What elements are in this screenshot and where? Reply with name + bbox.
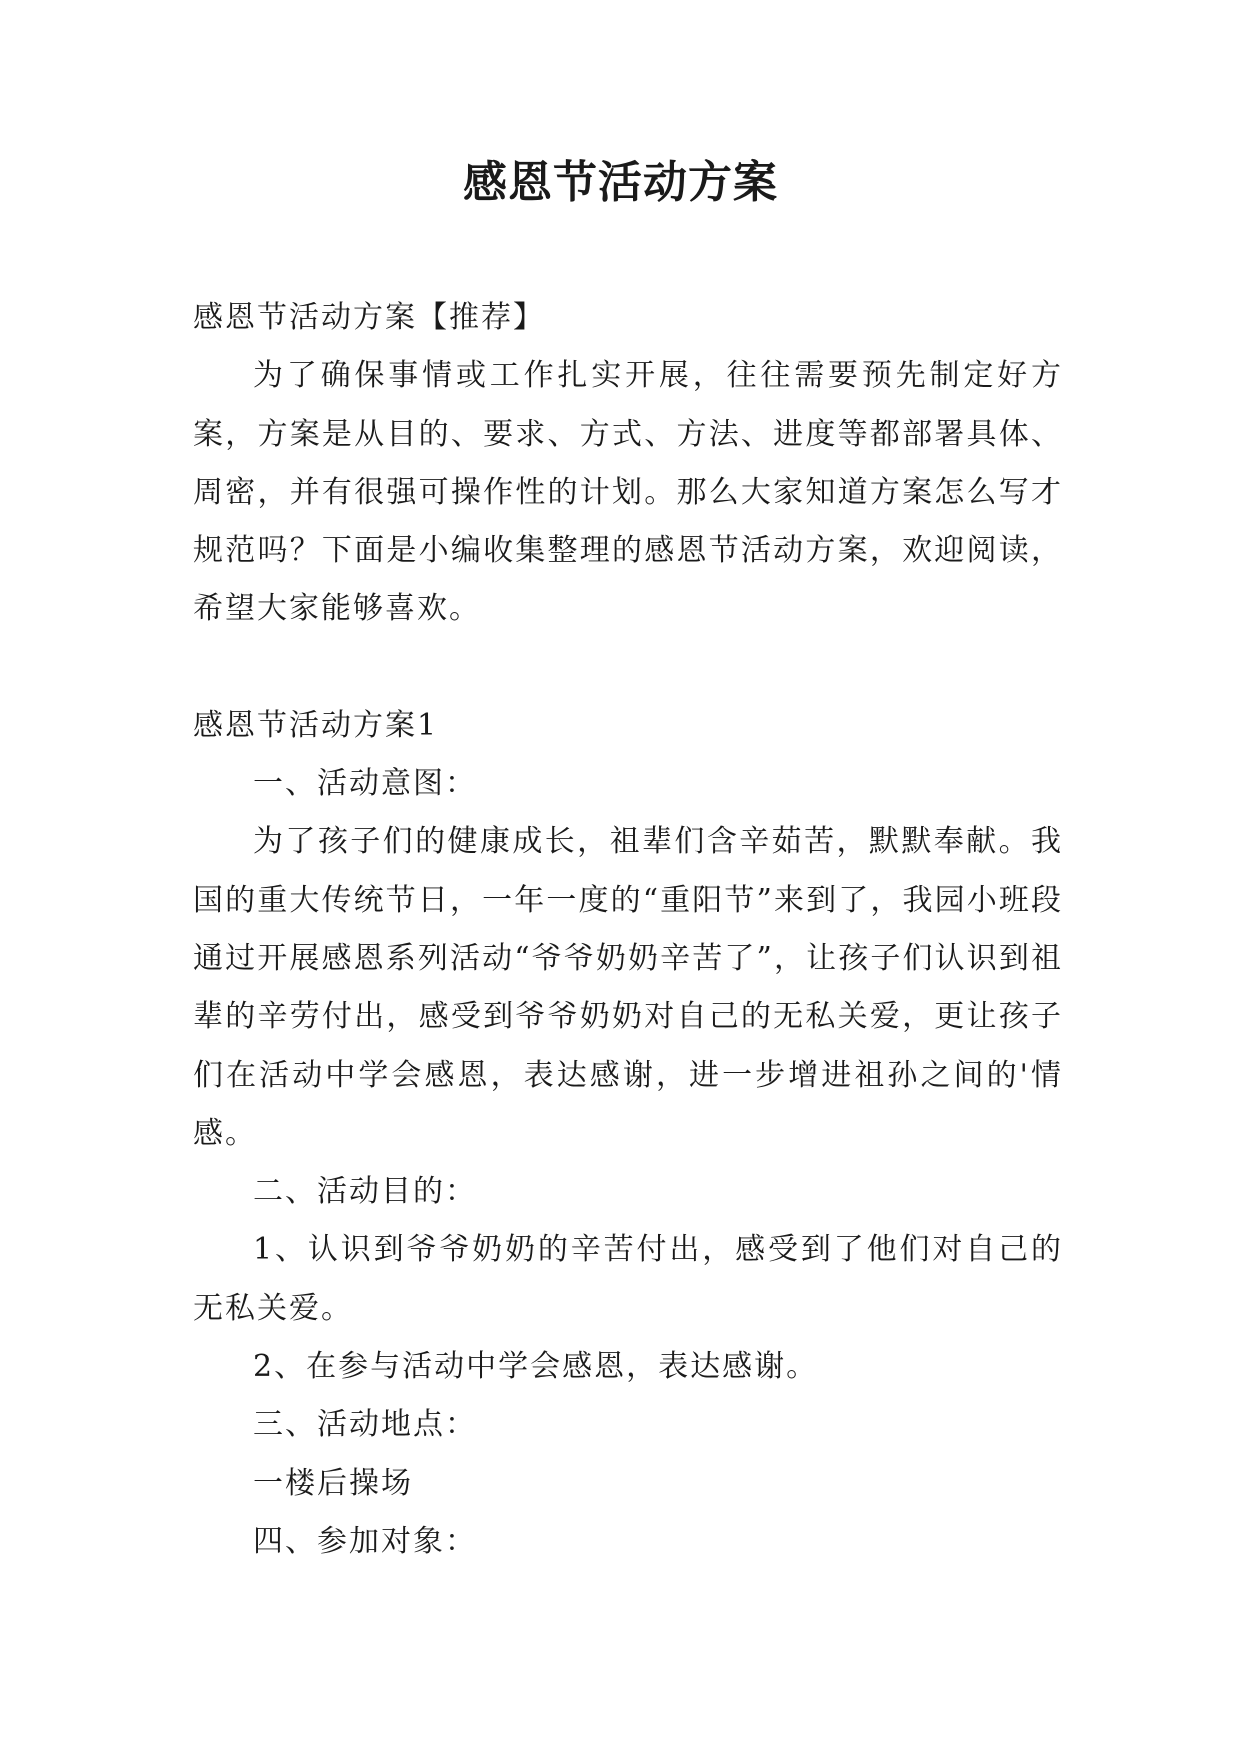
heading-participants: 四、参加对象：: [253, 1523, 477, 1559]
section-heading: 感恩节活动方案1: [193, 707, 439, 743]
goal-item-2: 2、在参与活动中学会感恩，表达感谢。: [253, 1349, 819, 1385]
activity-location-text: 一楼后操场: [253, 1465, 413, 1501]
document-subtitle: 感恩节活动方案【推荐】: [193, 300, 545, 335]
intro-paragraph: 为了确保事情或工作扎实开展，往往需要预先制定好方案，方案是从目的、要求、方式、方法、进度等都部署具体、周密，并有很强可操作性的计划。那么大家知道方案怎么写才规范吗？下面是小编收集整理的感恩节活动方案，欢迎阅读，希望大家能够喜欢。: [193, 358, 1063, 627]
goal-item-1: 1、认识到爷爷奶奶的辛苦付出，感受到了他们对自己的无私关爱。: [193, 1232, 1063, 1326]
heading-activity-goals: 二、活动目的：: [253, 1174, 477, 1210]
document-title: 感恩节活动方案: [463, 157, 778, 208]
heading-activity-intent: 一、活动意图：: [253, 766, 477, 802]
document-body: [193, 289, 1063, 1571]
heading-activity-location: 三、活动地点：: [253, 1407, 477, 1443]
paragraph-activity-intent: 为了孩子们的健康成长，祖辈们含辛茹苦，默默奉献。我国的重大传统节日，一年一度的“重阳节”来到了，我园小班段通过开展感恩系列活动“爷爷奶奶辛苦了”，让孩子们认识到祖辈的辛劳付出，感受到爷爷奶奶对自己的无私关爱，更让孩子们在活动中学会感恩，表达感谢，进一步增进祖孙之间的'情感。: [193, 824, 1063, 1151]
